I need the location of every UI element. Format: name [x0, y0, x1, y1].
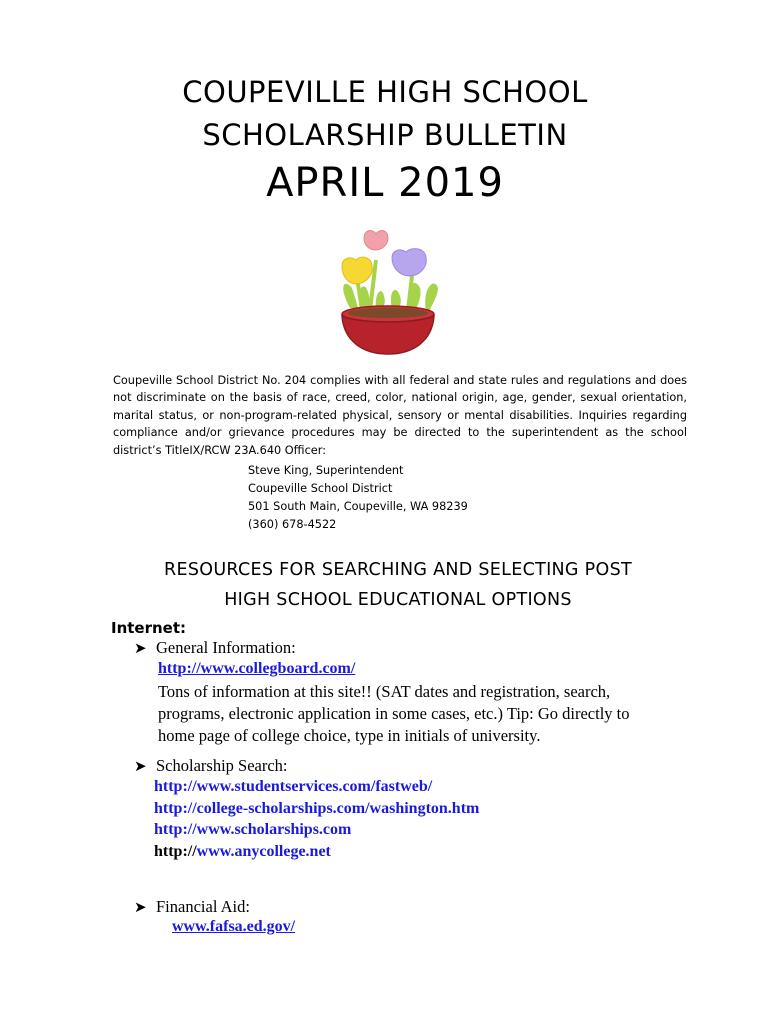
anycollege-link[interactable]: www.anycollege.net	[196, 843, 331, 860]
flower-pot-illustration	[330, 226, 446, 358]
description-line: programs, electronic application in some cases, etc.) Tip: Go directly to	[158, 704, 630, 723]
school-title: COUPEVILLE HIGH SCHOOL	[182, 75, 588, 109]
officer-address: 501 South Main, Coupeville, WA 98239	[248, 500, 468, 513]
scholarships-com-link[interactable]: http://www.scholarships.com	[154, 821, 352, 838]
leaf	[425, 284, 438, 310]
officer-phone: (360) 678-4522	[248, 518, 337, 531]
college-scholarships-link[interactable]: http://college-scholarships.com/washington.htm	[154, 800, 480, 817]
pink-flower	[364, 231, 388, 250]
yellow-flower	[342, 257, 372, 284]
resources-heading-line1: RESOURCES FOR SEARCHING AND SELECTING POST	[164, 560, 632, 580]
bulletin-title: SCHOLARSHIP BULLETIN	[202, 118, 568, 152]
financial-aid-item	[134, 897, 250, 917]
leaf	[343, 284, 358, 308]
general-info-item	[134, 638, 296, 658]
scholarship-search-item	[134, 756, 288, 776]
resources-heading-line2: HIGH SCHOOL EDUCATIONAL OPTIONS	[224, 590, 572, 610]
arrow-bullet-icon: ➤	[134, 759, 147, 775]
arrow-bullet-icon: ➤	[134, 641, 147, 657]
fafsa-link[interactable]: www.fafsa.ed.gov/	[172, 918, 296, 935]
pot-soil	[348, 308, 428, 318]
general-info-label: General Information:	[156, 638, 296, 657]
internet-label: Internet:	[111, 619, 187, 637]
financial-aid-label: Financial Aid:	[156, 897, 250, 916]
arrow-bullet-icon: ➤	[134, 900, 147, 916]
description-line: home page of college choice, type in initials of university.	[158, 726, 541, 745]
description-line: Tons of information at this site!! (SAT dates and registration, search,	[158, 682, 611, 701]
general-info-description	[158, 681, 698, 747]
officer-contact	[248, 462, 468, 534]
fastweb-link[interactable]: http://www.studentservices.com/fastweb/	[154, 778, 433, 795]
collegeboard-link[interactable]: http://www.collegboard.com/	[158, 660, 356, 677]
anycollege-link-row[interactable]	[154, 843, 331, 861]
nondiscrimination-notice: Coupeville School District No. 204 complies with all federal and state rules and regulations and does not discriminate on the basis of race, creed, color, national origin, age, gender, sexual orientation, marital status, or non-program-related physical, sensory or mental disabilities. Inquiries regarding compliance and/or grievance procedures may be directed to the superintendent as the school district’s TitleIX/RCW 23A.640 Officer:	[113, 374, 687, 457]
officer-district: Coupeville School District	[248, 482, 393, 495]
anycollege-prefix: http://	[154, 843, 197, 860]
lavender-flower	[392, 249, 426, 276]
scholarship-search-label: Scholarship Search:	[156, 756, 288, 775]
pot-body	[342, 316, 434, 354]
bulletin-date: APRIL 2019	[266, 160, 504, 206]
officer-name: Steve King, Superintendent	[248, 464, 404, 477]
